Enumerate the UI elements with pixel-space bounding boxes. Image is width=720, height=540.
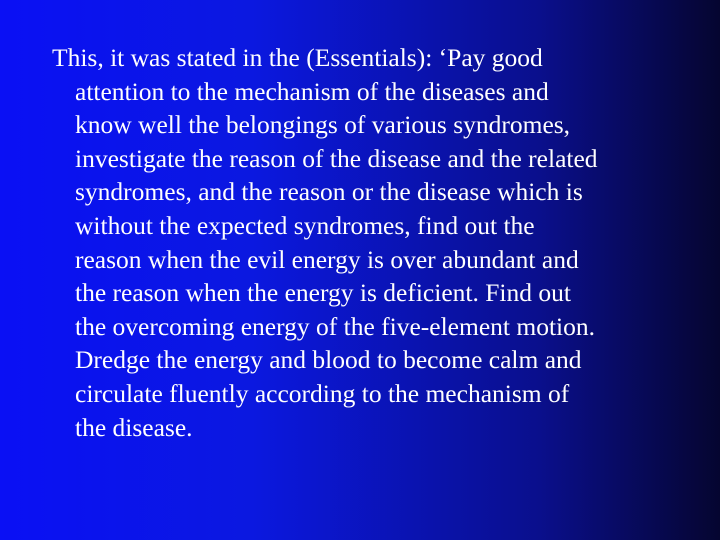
text-line-10: Dredge the energy and blood to become calm and: [75, 345, 582, 375]
text-line-6: without the expected syndromes, find out the: [75, 210, 535, 240]
text-line-9: the overcoming energy of the five-element motion.: [75, 311, 595, 341]
text-line-3: know well the belongings of various syndromes,: [75, 110, 571, 140]
text-line-11: circulate fluently according to the mechanism of: [75, 378, 570, 408]
text-line-4: investigate the reason of the disease and the related: [75, 143, 598, 173]
text-line-12: the disease.: [75, 412, 193, 442]
text-line-2: attention to the mechanism of the diseases and: [75, 76, 549, 106]
slide-body-text: [52, 41, 672, 444]
text-line-8: the reason when the energy is deficient. Find out: [75, 278, 571, 308]
text-line-7: reason when the evil energy is over abundant and: [75, 244, 579, 274]
text-line-1: This, it was stated in the (Essentials): ‘Pay good: [52, 43, 543, 72]
text-line-5: syndromes, and the reason or the disease which is: [75, 177, 583, 207]
